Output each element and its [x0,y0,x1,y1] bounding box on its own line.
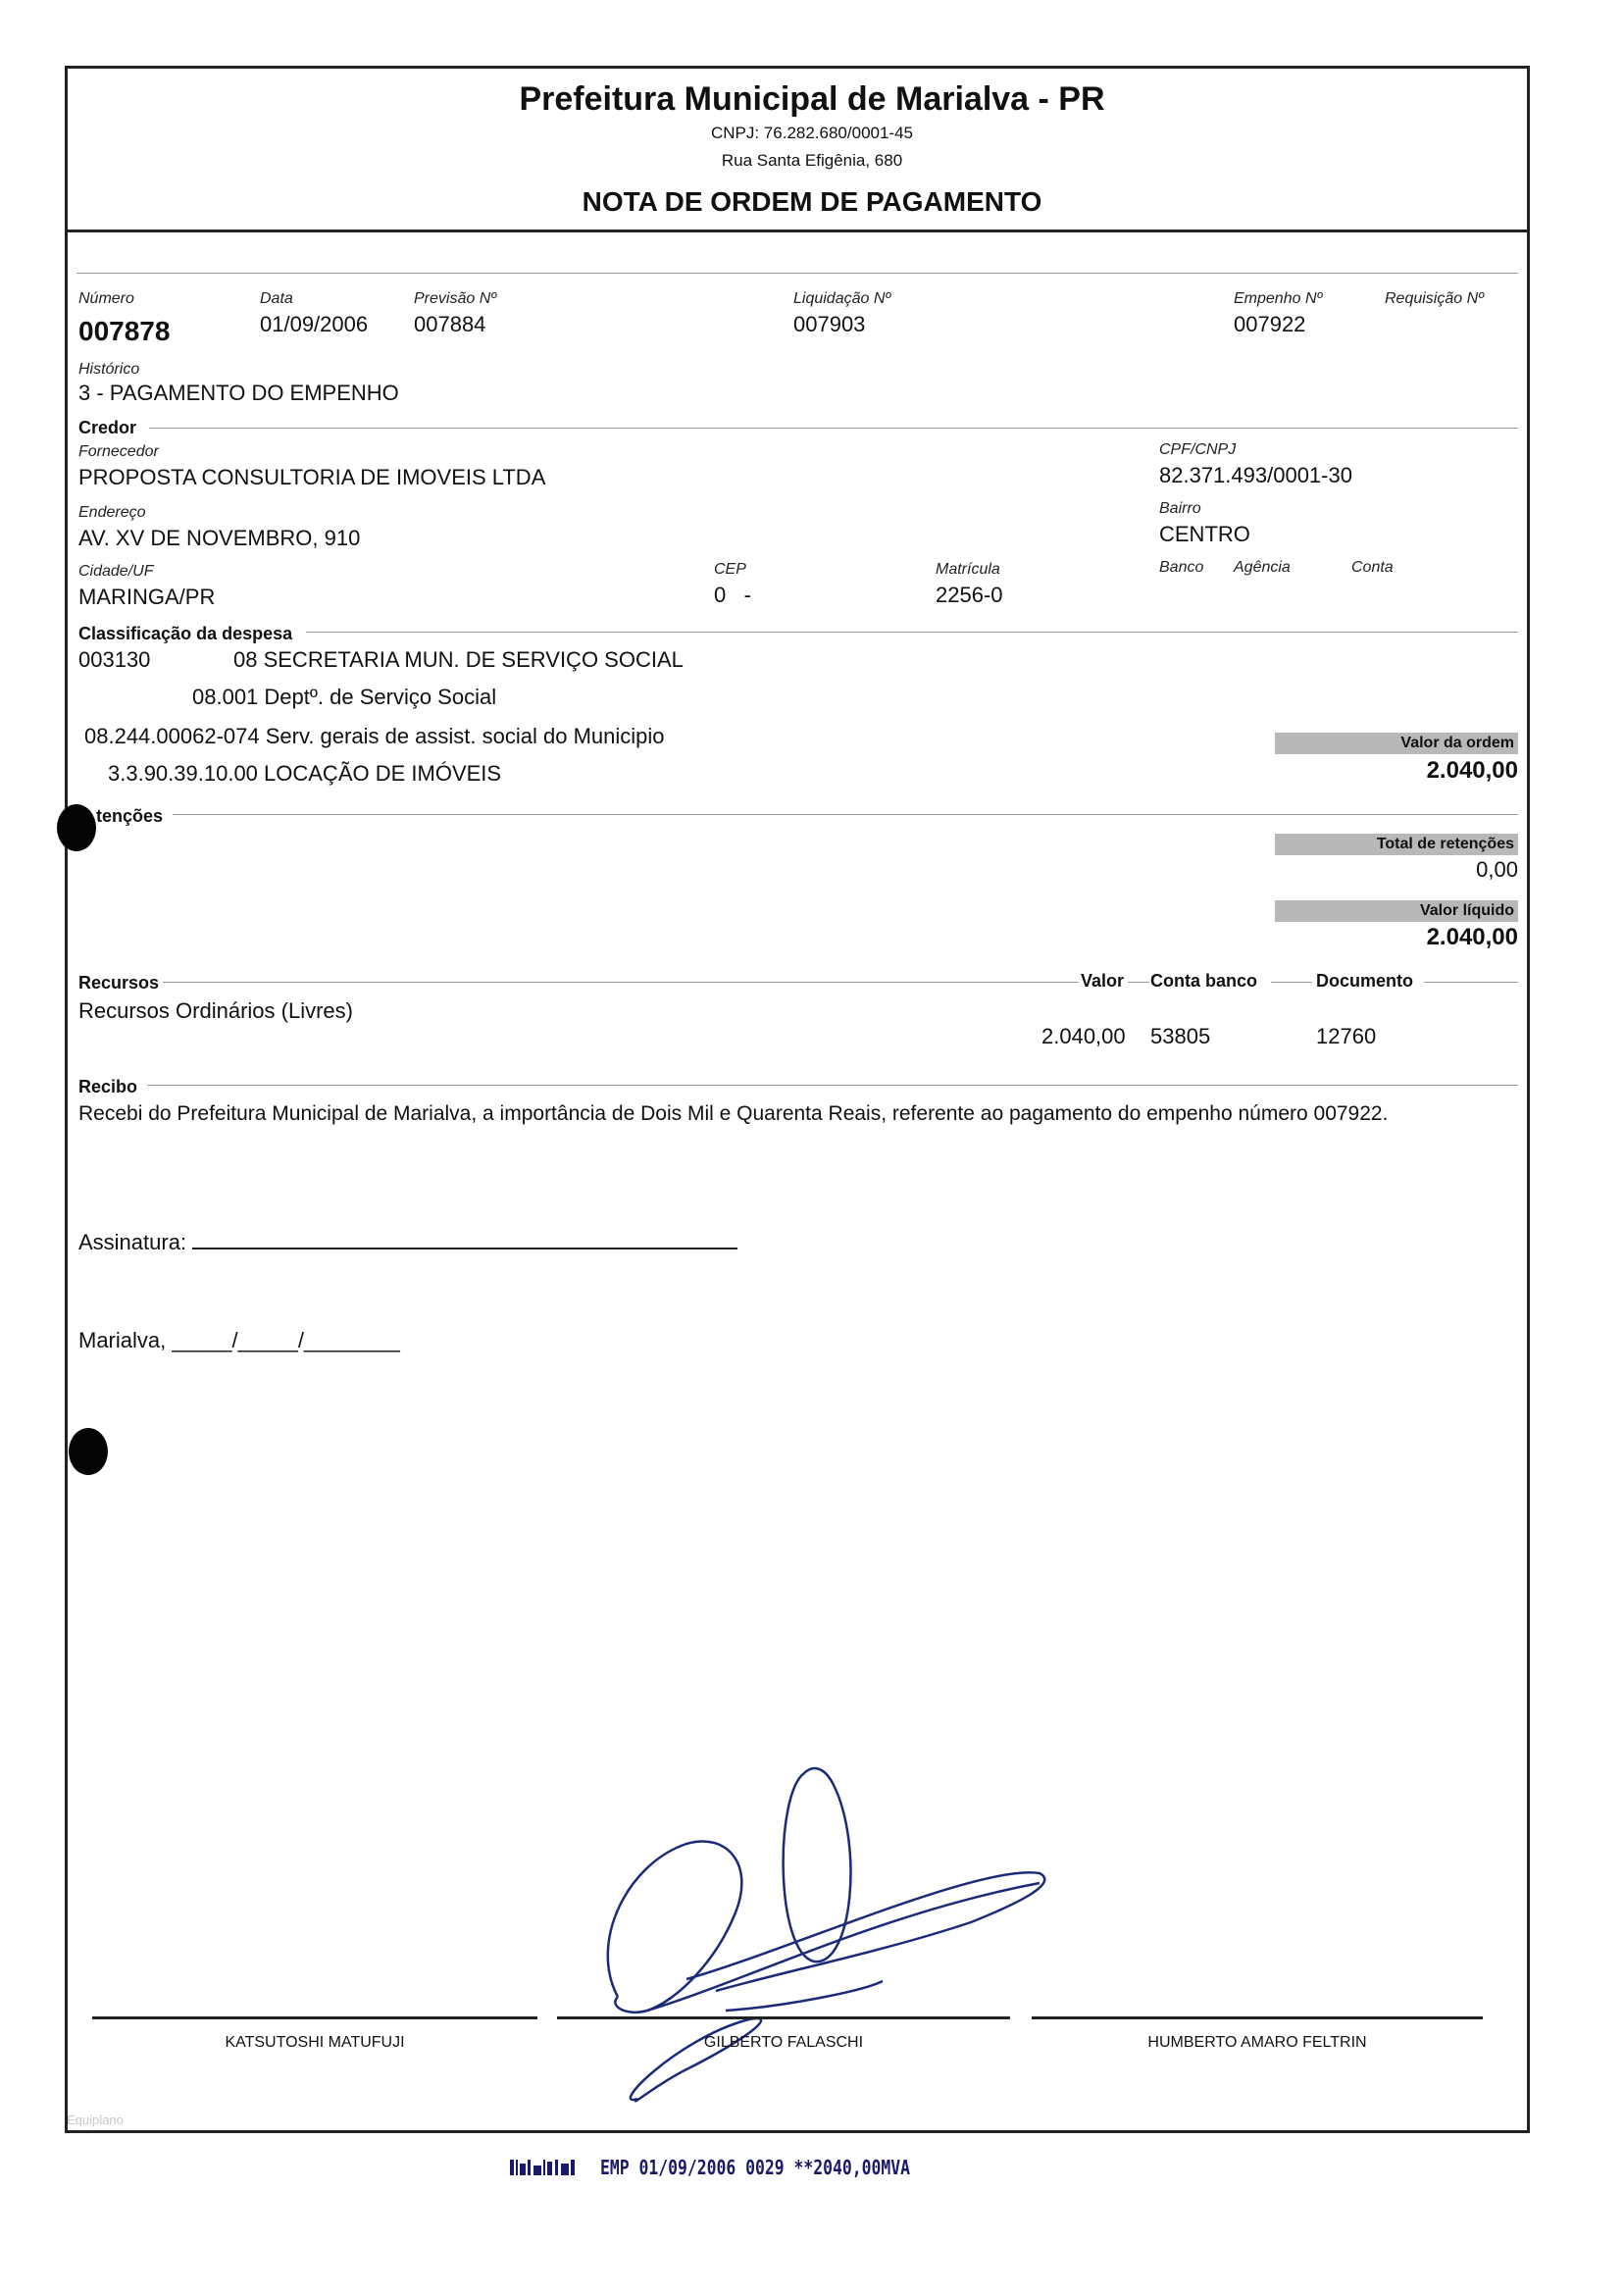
classificacao-line4: 3.3.90.39.10.00 LOCAÇÃO DE IMÓVEIS [108,761,502,786]
previsao-value: 007884 [414,312,486,336]
signature-line-1 [92,2016,537,2019]
liquidacao-label: Liquidação Nº [793,290,891,307]
recibo-section: Recibo [78,1077,138,1096]
recursos-line2 [1128,982,1149,983]
previsao-label: Previsão Nº [414,290,497,307]
recursos-descricao: Recursos Ordinários (Livres) [78,998,353,1023]
fields-top-line [76,273,1518,274]
cidade-label: Cidade/UF [78,563,154,580]
recursos-line4 [1424,982,1518,983]
data-label: Data [260,290,293,307]
valor-liquido-value: 2.040,00 [1426,924,1518,950]
data-value: 01/09/2006 [260,312,369,336]
valor-ordem-label: Valor da ordem [1275,733,1518,754]
document-title: NOTA DE ORDEM DE PAGAMENTO [582,186,1042,217]
classificacao-line [306,632,1518,633]
requisicao-label: Requisição Nº [1385,290,1484,307]
banco-label: Banco [1159,559,1204,576]
recursos-valor: 2.040,00 [1041,1024,1126,1048]
retencoes-section: tenções [96,806,164,826]
endereco-value: AV. XV DE NOVEMBRO, 910 [78,526,361,550]
credor-section: Credor [78,418,137,437]
punch-hole [69,1428,108,1475]
empenho-value: 007922 [1234,312,1306,336]
bairro-value: CENTRO [1159,522,1250,546]
agencia-label: Agência [1234,559,1291,576]
assinatura-label: Assinatura: [78,1230,187,1254]
recibo-line [147,1085,1518,1086]
assinatura-line [192,1248,737,1249]
total-retencoes-value: 0,00 [1476,857,1518,882]
barcode-icon [510,2158,583,2182]
recursos-line [163,982,1079,983]
classificacao-line2: 08.001 Deptº. de Serviço Social [192,685,497,709]
classificacao-section: Classificação da despesa [78,624,293,643]
recursos-line3 [1271,982,1312,983]
address-text: Rua Santa Efigênia, 680 [721,151,903,170]
total-retencoes-label: Total de retenções [1275,834,1518,855]
bank-stamp: EMP 01/09/2006 0029 **2040,00MVA [600,2156,910,2179]
recursos-section: Recursos [78,973,160,993]
cpf-value: 82.371.493/0001-30 [1159,463,1352,487]
numero-value: 007878 [78,316,171,346]
cep-value: 0 - [714,583,751,607]
historico-label: Histórico [78,361,140,378]
credor-line [149,428,1518,429]
cidade-value: MARINGA/PR [78,585,216,609]
classificacao-code: 003130 [78,647,151,672]
recursos-conta-label: Conta banco [1150,971,1258,991]
recursos-conta: 53805 [1150,1024,1211,1048]
signature-line-2 [557,2016,1010,2019]
fornecedor-label: Fornecedor [78,443,159,460]
classificacao-line3: 08.244.00062-074 Serv. gerais de assist. social do Municipio [84,724,665,748]
fornecedor-value: PROPOSTA CONSULTORIA DE IMOVEIS LTDA [78,465,546,489]
cnpj-text: CNPJ: 76.282.680/0001-45 [710,124,914,142]
page-title: Prefeitura Municipal de Marialva - PR [519,80,1105,118]
historico-value: 3 - PAGAMENTO DO EMPENHO [78,381,399,405]
local-date: Marialva, _____/_____/________ [78,1328,400,1352]
software-watermark: Equiplano [67,2113,124,2127]
recursos-documento: 12760 [1316,1024,1377,1048]
header-divider [65,229,1530,232]
recursos-valor-label: Valor [1081,971,1125,991]
retencoes-line [173,814,1518,815]
signature-name-1: KATSUTOSHI MATUFUJI [225,2034,405,2051]
punch-hole [57,804,96,851]
cep-label: CEP [714,561,746,578]
cpf-label: CPF/CNPJ [1159,441,1237,458]
signature-name-2: GILBERTO FALASCHI [703,2034,864,2051]
valor-liquido-label: Valor líquido [1275,900,1518,922]
valor-ordem-value: 2.040,00 [1426,757,1518,784]
signature-line-3 [1032,2016,1483,2019]
classificacao-line1: 08 SECRETARIA MUN. DE SERVIÇO SOCIAL [233,647,684,672]
bairro-label: Bairro [1159,500,1201,517]
matricula-label: Matrícula [936,561,1000,578]
endereco-label: Endereço [78,504,146,521]
matricula-value: 2256-0 [936,583,1003,607]
liquidacao-value: 007903 [793,312,866,336]
empenho-label: Empenho Nº [1234,290,1323,307]
conta-label: Conta [1351,559,1394,576]
numero-label: Número [78,290,134,307]
document-frame [65,66,1530,2133]
recursos-documento-label: Documento [1316,971,1413,991]
recibo-text: Recebi do Prefeitura Municipal de Marialva, a importância de Dois Mil e Quarenta Reais, referente ao pagamento do empenho número 007922. [78,1102,1389,1125]
signature-name-3: HUMBERTO AMARO FELTRIN [1147,2034,1367,2051]
